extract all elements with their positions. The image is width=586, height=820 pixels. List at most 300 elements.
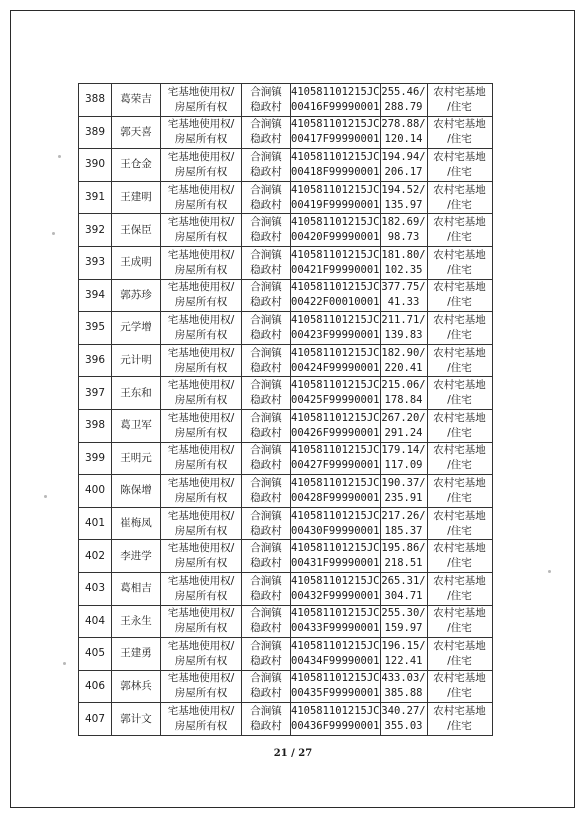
area-text: 433.03/: [381, 672, 426, 685]
area-text: 159.97: [384, 622, 423, 635]
table-row: [79, 149, 493, 182]
area-text: 194.52/: [381, 183, 426, 196]
area-text: 215.06/: [381, 379, 426, 392]
right-type-cell: [161, 572, 242, 605]
unit-code-cell: [291, 605, 381, 638]
usage-text: /住宅: [447, 720, 472, 733]
owner-name-text: 元学增: [120, 321, 152, 334]
owner-name-cell: [112, 214, 161, 247]
owner-name-text: 郭苏珍: [120, 288, 152, 301]
area-text: 291.24: [384, 426, 423, 439]
unit-code-text: 410581101215JC: [291, 476, 380, 489]
row-number-cell: [79, 442, 112, 475]
location-text: 合涧镇: [250, 216, 282, 229]
unit-code-text: 410581101215JC: [291, 346, 380, 359]
location-cell: [242, 572, 291, 605]
table-row: [79, 670, 493, 703]
unit-code-cell: [291, 312, 381, 345]
table-row: [79, 572, 493, 605]
right-type-text: 宅基地使用权/: [167, 509, 235, 522]
right-type-text: 宅基地使用权/: [167, 346, 235, 359]
right-type-cell: [161, 670, 242, 703]
usage-text: 农村宅基地: [433, 183, 486, 196]
area-cell: [380, 149, 427, 182]
usage-text: /住宅: [447, 557, 472, 570]
unit-code-text: 00424F99990001: [291, 361, 380, 374]
unit-code-cell: [291, 507, 381, 540]
usage-text: 农村宅基地: [433, 639, 486, 652]
unit-code-text: 410581101215JC: [291, 509, 380, 522]
area-text: 220.41: [384, 361, 423, 374]
area-text: 206.17: [384, 165, 423, 178]
usage-cell: [427, 84, 492, 117]
usage-cell: [427, 670, 492, 703]
unit-code-text: 00433F99990001: [291, 622, 380, 635]
row-number-cell: [79, 279, 112, 312]
unit-code-cell: [291, 703, 381, 736]
owner-name-cell: [112, 540, 161, 573]
location-text: 合涧镇: [250, 639, 282, 652]
area-text: 355.03: [384, 720, 423, 733]
location-text: 稳政村: [250, 557, 282, 570]
unit-code-text: 410581101215JC: [291, 216, 380, 229]
right-type-cell: [161, 507, 242, 540]
right-type-text: 宅基地使用权/: [167, 248, 235, 261]
location-cell: [242, 312, 291, 345]
unit-code-text: 410581101215JC: [291, 607, 380, 620]
table-row: [79, 181, 493, 214]
area-text: 218.51: [384, 557, 423, 570]
right-type-cell: [161, 638, 242, 671]
usage-text: /住宅: [447, 198, 472, 211]
right-type-text: 房屋所有权: [174, 491, 228, 504]
usage-text: /住宅: [447, 394, 472, 407]
location-text: 合涧镇: [250, 346, 282, 359]
area-text: 385.88: [384, 687, 423, 700]
area-text: 139.83: [384, 328, 423, 341]
row-number-cell: [79, 605, 112, 638]
row-number-text: 403: [84, 582, 106, 595]
location-text: 合涧镇: [250, 118, 282, 131]
unit-code-cell: [291, 84, 381, 117]
right-type-cell: [161, 149, 242, 182]
unit-code-cell: [291, 279, 381, 312]
unit-code-text: 00435F99990001: [291, 687, 380, 700]
location-text: 稳政村: [250, 394, 282, 407]
location-cell: [242, 638, 291, 671]
location-cell: [242, 181, 291, 214]
usage-text: 农村宅基地: [433, 509, 486, 522]
usage-text: /住宅: [447, 361, 472, 374]
usage-text: /住宅: [447, 296, 472, 309]
area-text: 267.20/: [381, 411, 426, 424]
area-text: 288.79: [384, 100, 423, 113]
right-type-cell: [161, 442, 242, 475]
usage-cell: [427, 181, 492, 214]
area-text: 340.27/: [381, 705, 426, 718]
usage-cell: [427, 540, 492, 573]
owner-name-text: 李进学: [120, 549, 152, 562]
unit-code-text: 00428F99990001: [291, 491, 380, 504]
owner-name-text: 郭林兵: [120, 679, 152, 692]
area-cell: [380, 84, 427, 117]
usage-cell: [427, 442, 492, 475]
owner-name-text: 葛相吉: [120, 582, 152, 595]
usage-text: 农村宅基地: [433, 216, 486, 229]
unit-code-cell: [291, 149, 381, 182]
location-text: 合涧镇: [250, 85, 282, 98]
location-cell: [242, 605, 291, 638]
right-type-text: 房屋所有权: [174, 687, 228, 700]
row-number-text: 388: [84, 93, 106, 106]
right-type-cell: [161, 84, 242, 117]
unit-code-text: 00432F99990001: [291, 589, 380, 602]
location-text: 稳政村: [250, 231, 282, 244]
location-text: 合涧镇: [250, 607, 282, 620]
usage-text: /住宅: [447, 263, 472, 276]
area-text: 195.86/: [381, 542, 426, 555]
usage-text: /住宅: [447, 491, 472, 504]
location-text: 合涧镇: [250, 444, 282, 457]
table-row: [79, 409, 493, 442]
unit-code-cell: [291, 475, 381, 508]
row-number-text: 391: [84, 191, 106, 204]
usage-text: 农村宅基地: [433, 313, 486, 326]
row-number-text: 393: [84, 256, 106, 269]
owner-name-cell: [112, 149, 161, 182]
location-text: 稳政村: [250, 426, 282, 439]
area-cell: [380, 344, 427, 377]
table-row: [79, 703, 493, 736]
usage-text: 农村宅基地: [433, 379, 486, 392]
right-type-text: 宅基地使用权/: [167, 607, 235, 620]
right-type-text: 房屋所有权: [174, 133, 228, 146]
area-cell: [380, 670, 427, 703]
location-text: 合涧镇: [250, 411, 282, 424]
row-number-cell: [79, 572, 112, 605]
scan-speck: [58, 155, 61, 158]
unit-code-text: 00430F99990001: [291, 524, 380, 537]
owner-name-cell: [112, 638, 161, 671]
owner-name-text: 葛荣吉: [120, 93, 152, 106]
right-type-text: 房屋所有权: [174, 426, 228, 439]
owner-name-cell: [112, 409, 161, 442]
area-text: 211.71/: [381, 313, 426, 326]
usage-text: /住宅: [447, 524, 472, 537]
unit-code-text: 410581101215JC: [291, 705, 380, 718]
area-text: 217.26/: [381, 509, 426, 522]
owner-name-text: 葛卫军: [120, 419, 152, 432]
unit-code-cell: [291, 572, 381, 605]
unit-code-text: 410581101215JC: [291, 672, 380, 685]
row-number-cell: [79, 507, 112, 540]
usage-cell: [427, 149, 492, 182]
row-number-cell: [79, 84, 112, 117]
location-text: 合涧镇: [250, 183, 282, 196]
unit-code-text: 410581101215JC: [291, 444, 380, 457]
row-number-cell: [79, 312, 112, 345]
scan-speck: [63, 662, 66, 665]
owner-name-text: 崔梅凤: [120, 517, 152, 530]
row-number-cell: [79, 344, 112, 377]
right-type-text: 宅基地使用权/: [167, 705, 235, 718]
area-text: 182.90/: [381, 346, 426, 359]
row-number-text: 399: [84, 451, 106, 464]
location-text: 稳政村: [250, 622, 282, 635]
unit-code-text: 00434F99990001: [291, 654, 380, 667]
right-type-cell: [161, 605, 242, 638]
usage-cell: [427, 475, 492, 508]
owner-name-cell: [112, 605, 161, 638]
unit-code-cell: [291, 638, 381, 671]
usage-text: 农村宅基地: [433, 444, 486, 457]
area-text: 178.84: [384, 394, 423, 407]
owner-name-cell: [112, 507, 161, 540]
area-text: 122.41: [384, 654, 423, 667]
table-row: [79, 214, 493, 247]
area-text: 196.15/: [381, 639, 426, 652]
right-type-text: 宅基地使用权/: [167, 672, 235, 685]
unit-code-text: 00425F99990001: [291, 394, 380, 407]
unit-code-text: 410581101215JC: [291, 379, 380, 392]
table-row: [79, 344, 493, 377]
owner-name-cell: [112, 246, 161, 279]
location-cell: [242, 246, 291, 279]
usage-text: 农村宅基地: [433, 281, 486, 294]
owner-name-cell: [112, 442, 161, 475]
usage-text: 农村宅基地: [433, 542, 486, 555]
usage-text: /住宅: [447, 589, 472, 602]
location-cell: [242, 149, 291, 182]
table-row: [79, 279, 493, 312]
right-type-text: 宅基地使用权/: [167, 281, 235, 294]
usage-text: /住宅: [447, 100, 472, 113]
location-text: 稳政村: [250, 100, 282, 113]
owner-name-text: 郭天喜: [120, 125, 152, 138]
location-cell: [242, 475, 291, 508]
unit-code-text: 410581101215JC: [291, 118, 380, 131]
owner-name-cell: [112, 312, 161, 345]
right-type-text: 房屋所有权: [174, 589, 228, 602]
right-type-text: 房屋所有权: [174, 296, 228, 309]
usage-text: 农村宅基地: [433, 346, 486, 359]
right-type-text: 宅基地使用权/: [167, 639, 235, 652]
unit-code-cell: [291, 181, 381, 214]
right-type-text: 房屋所有权: [174, 328, 228, 341]
location-text: 合涧镇: [250, 248, 282, 261]
right-type-text: 房屋所有权: [174, 394, 228, 407]
usage-text: 农村宅基地: [433, 574, 486, 587]
usage-cell: [427, 214, 492, 247]
usage-cell: [427, 507, 492, 540]
right-type-cell: [161, 246, 242, 279]
location-text: 合涧镇: [250, 574, 282, 587]
right-type-text: 宅基地使用权/: [167, 411, 235, 424]
right-type-cell: [161, 116, 242, 149]
row-number-cell: [79, 246, 112, 279]
unit-code-text: 410581101215JC: [291, 150, 380, 163]
usage-text: 农村宅基地: [433, 476, 486, 489]
right-type-text: 房屋所有权: [174, 100, 228, 113]
location-cell: [242, 703, 291, 736]
unit-code-text: 410581101215JC: [291, 85, 380, 98]
right-type-cell: [161, 409, 242, 442]
row-number-cell: [79, 638, 112, 671]
location-cell: [242, 377, 291, 410]
owner-name-cell: [112, 572, 161, 605]
area-cell: [380, 507, 427, 540]
row-number-text: 395: [84, 321, 106, 334]
area-cell: [380, 572, 427, 605]
area-cell: [380, 312, 427, 345]
usage-text: /住宅: [447, 426, 472, 439]
unit-code-text: 00419F99990001: [291, 198, 380, 211]
location-text: 稳政村: [250, 459, 282, 472]
area-cell: [380, 540, 427, 573]
owner-name-cell: [112, 670, 161, 703]
usage-text: /住宅: [447, 165, 472, 178]
location-cell: [242, 116, 291, 149]
usage-cell: [427, 377, 492, 410]
location-text: 稳政村: [250, 361, 282, 374]
row-number-cell: [79, 475, 112, 508]
unit-code-cell: [291, 116, 381, 149]
area-cell: [380, 214, 427, 247]
owner-name-text: 王建明: [120, 191, 152, 204]
location-text: 合涧镇: [250, 705, 282, 718]
area-cell: [380, 409, 427, 442]
usage-text: /住宅: [447, 622, 472, 635]
scan-speck: [52, 232, 55, 235]
location-text: 合涧镇: [250, 672, 282, 685]
unit-code-cell: [291, 377, 381, 410]
owner-name-text: 元计明: [120, 354, 152, 367]
area-cell: [380, 116, 427, 149]
right-type-text: 宅基地使用权/: [167, 216, 235, 229]
owner-name-cell: [112, 344, 161, 377]
usage-cell: [427, 409, 492, 442]
owner-name-text: 陈保增: [120, 484, 152, 497]
owner-name-cell: [112, 279, 161, 312]
location-text: 稳政村: [250, 720, 282, 733]
owner-name-text: 郭计文: [120, 712, 152, 725]
usage-cell: [427, 572, 492, 605]
right-type-text: 宅基地使用权/: [167, 118, 235, 131]
owner-name-cell: [112, 377, 161, 410]
unit-code-cell: [291, 442, 381, 475]
location-text: 合涧镇: [250, 150, 282, 163]
area-text: 265.31/: [381, 574, 426, 587]
row-number-text: 401: [84, 517, 106, 530]
scan-speck: [548, 570, 551, 573]
area-text: 304.71: [384, 589, 423, 602]
row-number-text: 390: [84, 158, 106, 171]
unit-code-text: 410581101215JC: [291, 574, 380, 587]
area-cell: [380, 442, 427, 475]
location-text: 合涧镇: [250, 509, 282, 522]
usage-text: /住宅: [447, 328, 472, 341]
right-type-text: 宅基地使用权/: [167, 85, 235, 98]
unit-code-text: 00426F99990001: [291, 426, 380, 439]
row-number-text: 398: [84, 419, 106, 432]
unit-code-cell: [291, 409, 381, 442]
usage-cell: [427, 638, 492, 671]
right-type-text: 房屋所有权: [174, 231, 228, 244]
owner-name-text: 王建勇: [120, 647, 152, 660]
right-type-cell: [161, 703, 242, 736]
owner-name-text: 王明元: [120, 451, 152, 464]
owner-name-text: 王仓金: [120, 158, 152, 171]
unit-code-text: 00422F00010001: [291, 296, 380, 309]
usage-cell: [427, 279, 492, 312]
table-row: [79, 84, 493, 117]
usage-cell: [427, 703, 492, 736]
right-type-text: 房屋所有权: [174, 720, 228, 733]
area-text: 235.91: [384, 491, 423, 504]
table-row: [79, 638, 493, 671]
unit-code-cell: [291, 246, 381, 279]
location-cell: [242, 442, 291, 475]
location-text: 稳政村: [250, 133, 282, 146]
area-text: 182.69/: [381, 216, 426, 229]
owner-name-text: 王保臣: [120, 223, 152, 236]
usage-text: 农村宅基地: [433, 85, 486, 98]
table-row: [79, 116, 493, 149]
usage-text: 农村宅基地: [433, 150, 486, 163]
row-number-text: 394: [84, 288, 106, 301]
table-row: [79, 442, 493, 475]
right-type-text: 房屋所有权: [174, 198, 228, 211]
row-number-text: 404: [84, 614, 106, 627]
table-row: [79, 540, 493, 573]
usage-cell: [427, 312, 492, 345]
right-type-text: 房屋所有权: [174, 557, 228, 570]
unit-code-text: 00418F99990001: [291, 165, 380, 178]
unit-code-cell: [291, 670, 381, 703]
unit-code-text: 00421F99990001: [291, 263, 380, 276]
owner-name-text: 王东和: [120, 386, 152, 399]
row-number-cell: [79, 116, 112, 149]
row-number-text: 397: [84, 386, 106, 399]
area-text: 255.46/: [381, 85, 426, 98]
right-type-cell: [161, 344, 242, 377]
row-number-cell: [79, 377, 112, 410]
owner-name-cell: [112, 84, 161, 117]
location-cell: [242, 344, 291, 377]
area-cell: [380, 181, 427, 214]
area-text: 102.35: [384, 263, 423, 276]
row-number-text: 400: [84, 484, 106, 497]
usage-text: /住宅: [447, 231, 472, 244]
owner-name-text: 王成明: [120, 256, 152, 269]
right-type-text: 宅基地使用权/: [167, 313, 235, 326]
usage-text: 农村宅基地: [433, 705, 486, 718]
location-text: 稳政村: [250, 328, 282, 341]
right-type-cell: [161, 377, 242, 410]
right-type-text: 宅基地使用权/: [167, 574, 235, 587]
usage-cell: [427, 116, 492, 149]
area-text: 377.75/: [381, 281, 426, 294]
usage-cell: [427, 246, 492, 279]
area-text: 120.14: [384, 133, 423, 146]
usage-text: 农村宅基地: [433, 118, 486, 131]
location-text: 合涧镇: [250, 542, 282, 555]
registry-table-body: [79, 84, 493, 736]
page-number: 21 / 27: [273, 748, 313, 759]
location-cell: [242, 409, 291, 442]
unit-code-text: 410581101215JC: [291, 542, 380, 555]
table-row: [79, 312, 493, 345]
